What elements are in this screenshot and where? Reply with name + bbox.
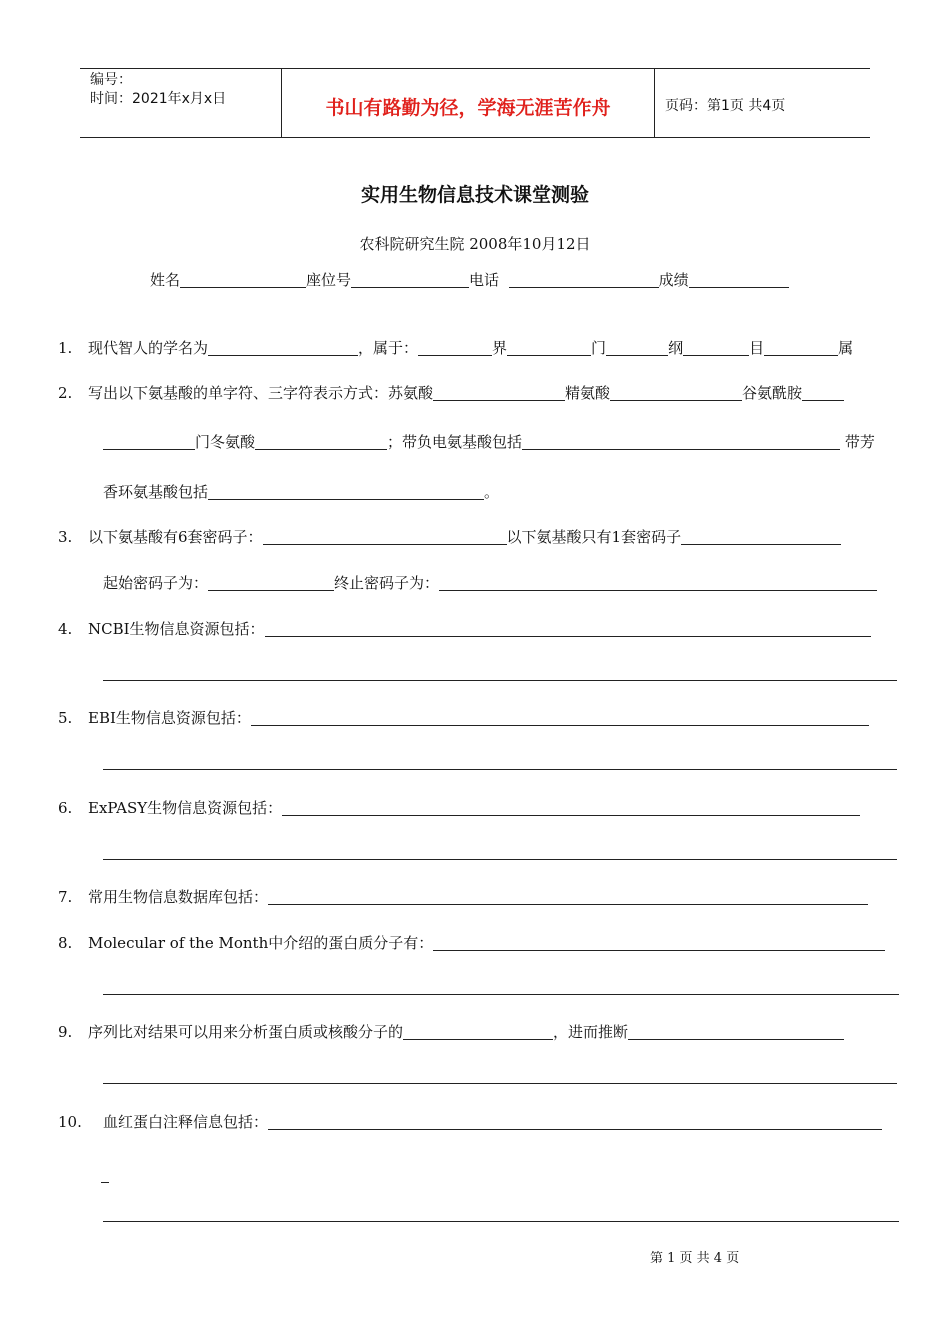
answer-blank[interactable] [268, 888, 868, 905]
question-text: 现代智人的学名为 [88, 339, 209, 357]
question-1 [58, 338, 853, 358]
question-text: 精氨酸 [565, 384, 611, 402]
answer-line-stub[interactable] [101, 1182, 109, 1183]
serial-label: 编号： [90, 72, 132, 88]
question-text: ，进而推断 [553, 1023, 629, 1041]
answer-blank[interactable] [610, 384, 742, 401]
header-page-info: 页码：第1页 共4页 [665, 98, 786, 114]
answer-blank[interactable] [683, 339, 749, 356]
question-text: NCBI生物信息资源包括： [88, 620, 265, 638]
phone-label: 电话 [469, 271, 500, 289]
question-text: 界 [492, 339, 508, 357]
document-subtitle: 农科院研究生院 2008年10月12日 [359, 235, 591, 253]
document-title: 实用生物信息技术课堂测验 [360, 184, 589, 206]
question-text: EBI生物信息资源包括： [88, 709, 251, 727]
question-number: 4. [58, 620, 73, 638]
answer-line[interactable] [103, 680, 897, 681]
question-number: 3. [58, 528, 73, 546]
name-label: 姓名 [150, 271, 181, 289]
question-3 [58, 527, 841, 547]
answer-blank[interactable] [282, 799, 860, 816]
question-2-line-3 [103, 482, 499, 502]
answer-blank[interactable] [764, 339, 838, 356]
question-number: 1. [58, 339, 73, 357]
page-footer: 第 1 页 共 4 页 [650, 1251, 740, 1266]
answer-blank[interactable] [439, 574, 877, 591]
question-5 [58, 708, 869, 728]
name-blank[interactable] [180, 271, 306, 288]
answer-blank[interactable] [263, 528, 507, 545]
question-text: 目 [749, 339, 765, 357]
answer-blank[interactable] [255, 433, 387, 450]
score-label: 成绩 [658, 271, 689, 289]
answer-blank[interactable] [418, 339, 492, 356]
answer-blank[interactable] [433, 384, 565, 401]
time-label: 时间：2021年x月x日 [90, 91, 227, 107]
answer-blank[interactable] [208, 574, 334, 591]
question-text: 属 [838, 339, 854, 357]
question-number: 10. [58, 1113, 82, 1131]
question-text: 。 [484, 483, 500, 501]
answer-blank[interactable] [403, 1023, 553, 1040]
question-2-line-2 [103, 432, 875, 452]
answer-blank[interactable] [433, 934, 885, 951]
answer-blank[interactable] [103, 433, 195, 450]
student-info-line [150, 269, 789, 290]
question-text: 谷氨酰胺 [742, 384, 803, 402]
phone-blank[interactable] [509, 271, 659, 288]
answer-line[interactable] [103, 859, 897, 860]
question-4 [58, 619, 871, 639]
question-text: 以下氨基酸有6套密码子： [88, 528, 263, 546]
answer-blank[interactable] [208, 339, 358, 356]
answer-line[interactable] [103, 769, 897, 770]
question-text: ；带负电氨基酸包括 [387, 433, 523, 451]
question-text: 写出以下氨基酸的单字符、三字符表示方式：苏氨酸 [88, 384, 434, 402]
question-number: 6. [58, 799, 73, 817]
question-text: 香环氨基酸包括 [103, 483, 209, 501]
question-2 [58, 383, 844, 403]
answer-blank[interactable] [606, 339, 668, 356]
header-meta [80, 69, 281, 137]
seat-blank[interactable] [351, 271, 469, 288]
question-text: 序列比对结果可以用来分析蛋白质或核酸分子的 [88, 1023, 404, 1041]
question-number: 5. [58, 709, 73, 727]
question-text: ，属于： [358, 339, 419, 357]
question-text: ExPASY生物信息资源包括： [88, 799, 283, 817]
question-text: 终止密码子为： [334, 574, 440, 592]
answer-blank[interactable] [802, 384, 844, 401]
question-9 [58, 1022, 844, 1042]
answer-blank[interactable] [265, 620, 871, 637]
header-motto: 书山有路勤为径，学海无涯苦作舟 [281, 69, 655, 137]
question-text: 纲 [668, 339, 684, 357]
question-text: 起始密码子为： [103, 574, 209, 592]
question-number: 2. [58, 384, 73, 402]
answer-line[interactable] [103, 994, 899, 995]
page-header [80, 68, 870, 138]
question-number: 7. [58, 888, 73, 906]
question-10 [58, 1112, 882, 1132]
seat-label: 座位号 [306, 271, 352, 289]
answer-blank[interactable] [507, 339, 591, 356]
question-text: 血红蛋白注释信息包括： [103, 1113, 269, 1131]
answer-line[interactable] [103, 1221, 899, 1222]
question-8 [58, 933, 885, 953]
question-6 [58, 798, 860, 818]
answer-blank[interactable] [268, 1113, 882, 1130]
answer-blank[interactable] [208, 483, 484, 500]
answer-blank[interactable] [681, 528, 841, 545]
answer-blank[interactable] [522, 433, 840, 450]
question-text: Molecular of the Month中介绍的蛋白质分子有： [88, 934, 434, 952]
answer-blank[interactable] [251, 709, 869, 726]
question-text: 门冬氨酸 [195, 433, 256, 451]
question-text: 带芳 [844, 433, 875, 451]
answer-blank[interactable] [628, 1023, 844, 1040]
question-text: 以下氨基酸只有1套密码子 [506, 528, 682, 546]
answer-line[interactable] [103, 1083, 897, 1084]
question-7 [58, 887, 868, 907]
question-text: 门 [591, 339, 607, 357]
question-3-line-2 [103, 573, 877, 593]
score-blank[interactable] [689, 271, 789, 288]
question-number: 9. [58, 1023, 73, 1041]
question-text: 常用生物信息数据库包括： [88, 888, 269, 906]
question-number: 8. [58, 934, 73, 952]
